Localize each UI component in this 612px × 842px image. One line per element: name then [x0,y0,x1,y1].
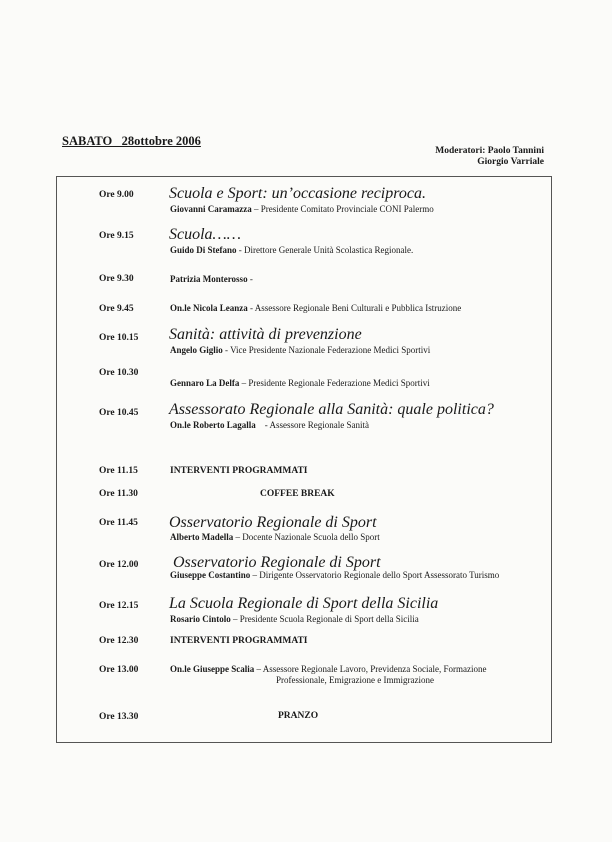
entry-speaker [170,532,380,543]
entry-title: Assessorato Regionale alla Sanità: quale politica? [169,401,494,418]
speaker-name: Angelo Giglio [170,345,223,355]
entry-note: INTERVENTI PROGRAMMATI [170,636,308,646]
entry-title: Osservatorio Regionale di Sport [169,514,377,531]
entry-speaker [170,420,369,431]
speaker-name: On.le Giuseppe Scalia [170,664,255,674]
entry-time: Ore 9.45 [99,304,134,314]
entry-time: Ore 13.00 [99,665,139,675]
entry-speaker [170,245,413,256]
entry-time: Ore 9.00 [99,190,134,200]
entry-time: Ore 10.15 [99,333,139,343]
entry-time: Ore 11.45 [99,518,138,528]
entry-note: INTERVENTI PROGRAMMATI [170,466,308,476]
speaker-role: - [247,274,253,284]
entry-time: Ore 12.00 [99,560,139,570]
entry-title: La Scuola Regionale di Sport della Sicilia [169,595,439,612]
day-heading: SABATO 28ottobre 2006 [62,134,201,148]
entry-speaker [170,303,461,314]
speaker-role: - Direttore Generale Unità Scolastica Regionale. [236,245,414,255]
speaker-name: Gennaro La Delfa [170,378,240,388]
entry-time: Ore 12.15 [99,601,139,611]
entry-title: Scuola…… [169,226,241,243]
entry-speaker [170,378,430,389]
speaker-role: - Assessore Regionale Sanità [255,420,369,430]
entry-time: Ore 11.30 [99,489,138,499]
entry-note: COFFEE BREAK [260,489,335,499]
entry-speaker [170,345,430,356]
entry-speaker [170,204,434,215]
speaker-name: Alberto Madella [170,532,234,542]
entry-time: Ore 10.30 [99,368,139,378]
entry-time: Ore 10.45 [99,408,139,418]
speaker-name: Patrizia Monterosso [170,274,248,284]
entry-note: PRANZO [278,711,319,721]
entry-speaker [170,570,499,581]
speaker-role: - Vice Presidente Nazionale Federazione Medici Sportivi [222,345,431,355]
speaker-role: – Docente Nazionale Scuola dello Sport [233,532,380,542]
speaker-name: Giuseppe Costantino [170,570,251,580]
entry-speaker [170,664,486,686]
speaker-name: On.le Nicola Leanza [170,303,248,313]
entry-speaker [170,274,253,285]
speaker-name: Guido Di Stefano [170,245,237,255]
speaker-role: – Presidente Scuola Regionale di Sport della Sicilia [230,614,419,624]
entry-time: Ore 12.30 [99,636,139,646]
speaker-name: Rosario Cintolo [170,614,231,624]
entry-time: Ore 9.15 [99,231,134,241]
speaker-role: – Presidente Comitato Provinciale CONI Palermo [251,204,434,214]
entry-speaker [170,614,419,625]
entry-title: Sanità: attività di prevenzione [169,326,362,343]
speaker-role-line-2: Professionale, Emigrazione e Immigrazione [276,675,434,685]
speaker-role: – Dirigente Osservatorio Regionale dello Sport Assessorato Turismo [250,570,500,580]
moderators-line-1: Moderatori: Paolo Tannini [435,146,544,156]
program-box [56,176,552,743]
entry-title: Osservatorio Regionale di Sport [173,554,381,571]
speaker-role: – Assessore Regionale Lavoro, Previdenza Sociale, Formazione [254,664,487,674]
entry-time: Ore 9.30 [99,274,134,284]
entry-title: Scuola e Sport: un’occasione reciproca. [169,185,426,202]
speaker-name: On.le Roberto Lagalla [170,420,256,430]
speaker-name: Giovanni Caramazza [170,204,252,214]
entry-time: Ore 13.30 [99,712,139,722]
entry-time: Ore 11.15 [99,466,138,476]
moderators [400,146,544,168]
speaker-role: – Presidente Regionale Federazione Medici Sportivi [239,378,430,388]
moderators-line-2: Giorgio Varriale [477,157,544,167]
speaker-role: - Assessore Regionale Beni Culturali e Pubblica Istruzione [247,303,462,313]
